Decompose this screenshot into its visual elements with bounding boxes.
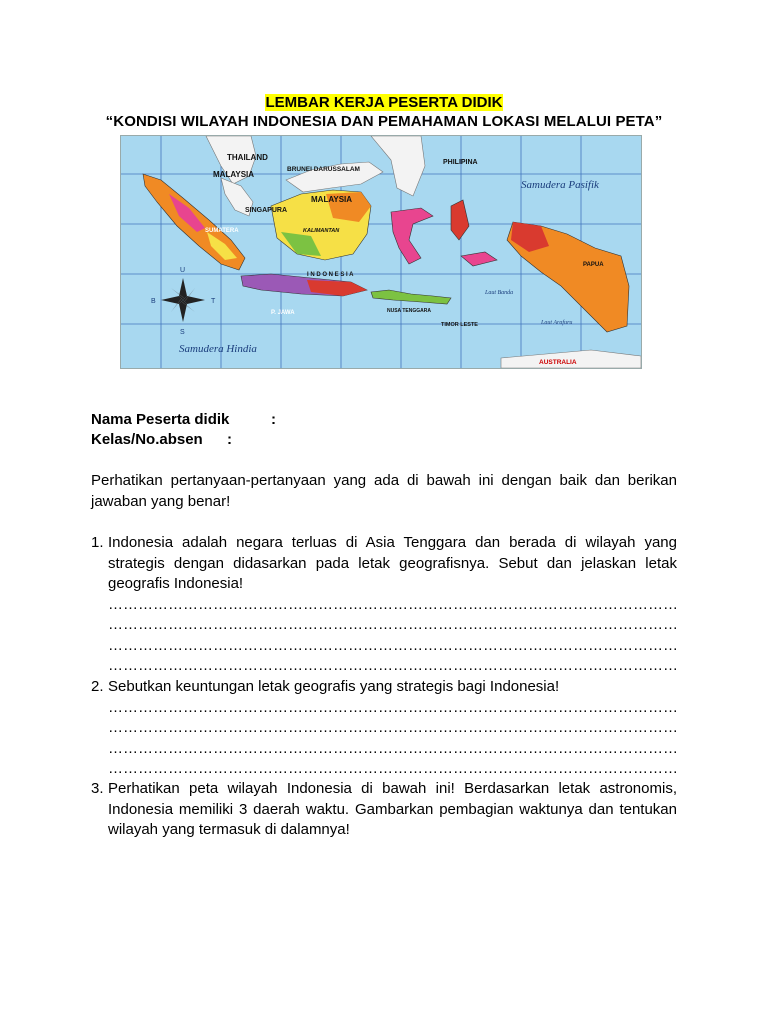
answer-line[interactable]: …………………………………………………………………………………………………… <box>108 760 678 777</box>
student-name-label: Nama Peserta didik <box>91 411 230 428</box>
label-thailand: THAILAND <box>227 153 268 162</box>
label-kalimantan: KALIMANTAN <box>303 228 340 234</box>
worksheet-subtitle: “KONDISI WILAYAH INDONESIA DAN PEMAHAMAN LOKASI MELALUI PETA” <box>105 113 663 130</box>
worksheet-title: LEMBAR KERJA PESERTA DIDIK <box>265 94 503 111</box>
label-philipina: PHILIPINA <box>443 159 478 166</box>
student-class-label: Kelas/No.absen <box>91 431 203 448</box>
answer-line[interactable]: …………………………………………………………………………………………………… <box>108 636 678 654</box>
label-nusa-tenggara: NUSA TENGGARA <box>387 308 431 314</box>
compass-east: T <box>211 298 216 305</box>
question-1-number: 1. <box>91 534 104 551</box>
instruction-paragraph: Perhatikan pertanyaan-pertanyaan yang ada di bawah ini dengan baik dan berikan jawaban yang benar! <box>91 472 677 510</box>
answer-line[interactable]: …………………………………………………………………………………………………… <box>108 698 678 716</box>
answer-line[interactable]: …………………………………………………………………………………………………… <box>108 595 678 613</box>
answer-line[interactable]: …………………………………………………………………………………………………… <box>108 657 678 674</box>
label-papua: PAPUA <box>583 262 604 268</box>
compass-north: U <box>180 267 186 274</box>
question-2 <box>91 677 677 780</box>
label-indonesia: I N D O N E S I A <box>307 272 354 278</box>
answer-line[interactable]: …………………………………………………………………………………………………… <box>108 719 678 736</box>
question-3 <box>91 779 677 841</box>
map-svg <box>121 136 641 368</box>
student-name-colon: : <box>271 411 276 428</box>
label-laut-banda: Laut Banda <box>485 290 514 296</box>
label-p-jawa: P. JAWA <box>271 310 295 316</box>
label-timor-leste: TIMOR LESTE <box>441 322 478 328</box>
label-singapura: SINGAPURA <box>245 207 288 214</box>
label-samudera-hindia: Samudera Hindia <box>179 343 257 355</box>
answer-line[interactable]: …………………………………………………………………………………………………… <box>108 616 678 633</box>
label-samudera-pasifik: Samudera Pasifik <box>521 179 599 191</box>
compass-south: S <box>180 329 185 336</box>
student-class-colon: : <box>227 431 232 448</box>
question-1-text: Indonesia adalah negara terluas di Asia Tenggara dan berada di wilayah yang strategis dengan didasarkan pada letak geografisnya. Sebut dan jelaskan letak geografis Indonesia! <box>108 534 677 592</box>
label-brunei: BRUNEI DARUSSALAM <box>287 166 360 173</box>
question-3-number: 3. <box>91 780 104 797</box>
question-3-text: Perhatikan peta wilayah Indonesia di bawah ini! Berdasarkan letak astronomis, Indonesia memiliki 3 daerah waktu. Gambarkan pembagian waktunya dan tentukan wilayah yang termasuk di dalamnya! <box>108 780 677 838</box>
label-australia: AUSTRALIA <box>539 359 577 366</box>
question-2-text: Sebutkan keuntungan letak geografis yang strategis bagi Indonesia! <box>108 678 560 695</box>
indonesia-map <box>120 135 642 369</box>
label-malaysia-east: MALAYSIA <box>311 195 353 204</box>
student-class-row <box>91 430 232 450</box>
question-2-number: 2. <box>91 678 104 695</box>
compass-west: B <box>151 298 156 305</box>
student-name-row <box>91 410 276 430</box>
label-sumatera: SUMATERA <box>205 228 239 234</box>
label-malaysia-west: MALAYSIA <box>213 170 255 179</box>
answer-line[interactable]: …………………………………………………………………………………………………… <box>108 739 678 757</box>
question-1 <box>91 533 677 677</box>
label-laut-arafuru: Laut Arafuru <box>541 320 573 326</box>
